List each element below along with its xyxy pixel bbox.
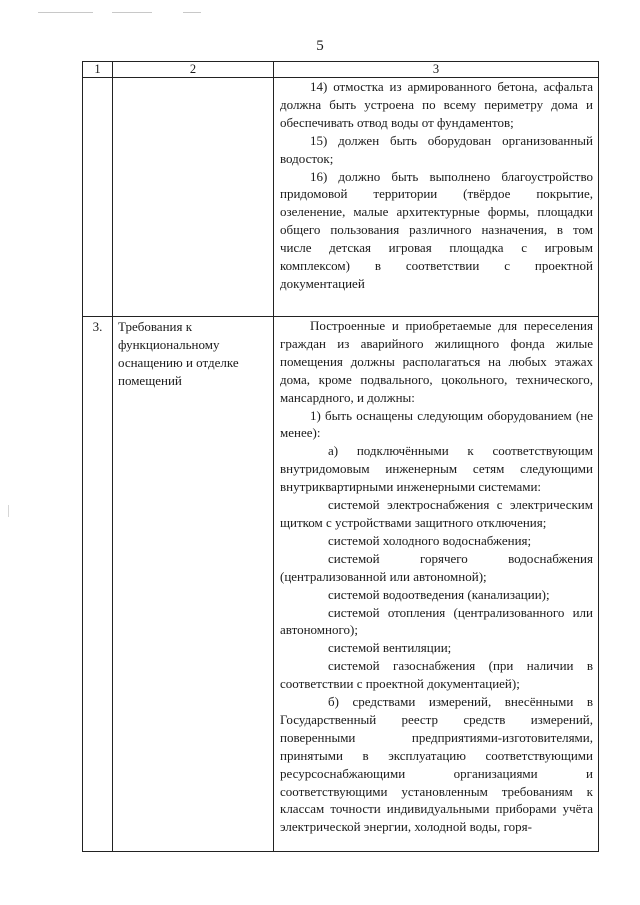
- item-15: 15) должен быть оборудован организованный водосток;: [280, 132, 593, 166]
- row-number-cell: [83, 78, 113, 317]
- column-header-1: 1: [83, 62, 113, 78]
- row-text-cell: [274, 317, 599, 852]
- scan-mark-top-left: [38, 12, 93, 13]
- system-item: системой отопления (централизованного или автономного);: [280, 604, 593, 638]
- system-item: системой холодного водоснабжения;: [328, 532, 532, 548]
- row-name-cell: Требования к функциональному оснащению и отделке помещений: [113, 317, 274, 852]
- system-item: системой водоотведения (канализации);: [328, 586, 550, 602]
- scan-mark-left-margin: [8, 505, 9, 517]
- item-b: б) средствами измерений, внесёнными в Государственный реестр средств измерений, поверенными предприятиями-изготовителями, принятыми в эксплуатацию соответствующими ресурсоснабжающими организациями и соответствующими установленным требованиям к классам точности индивидуальными приборами учёта электрической энергии, холодной воды, горя-: [280, 694, 593, 835]
- table-row-continued: [83, 78, 599, 317]
- intro-paragraph: Построенные и приобретаемые для переселения граждан из аварийного жилищного фонда жилые помещения должны располагаться на любых этажах дома, кроме подвального, цокольного, технического, мансардного, и должны:: [280, 318, 593, 405]
- column-header-3: 3: [274, 62, 599, 78]
- item-a: а) подключёнными к соответствующим внутридомовым инженерным сетям следующими внутриквартирными инженерными системами:: [280, 443, 593, 495]
- item-1: 1) быть оснащены следующим оборудованием (не менее):: [280, 407, 593, 441]
- system-item: системой газоснабжения (при наличии в соответствии с проектной документацией);: [280, 658, 593, 692]
- row-text-cell: [274, 78, 599, 317]
- scan-mark-top-center: [112, 12, 152, 13]
- system-item: системой электроснабжения с электрическим щитком с устройствами защитного отключения;: [280, 497, 593, 530]
- table-header-row: [83, 62, 599, 78]
- system-item: системой горячего водоснабжения (централизованной или автономной);: [280, 550, 593, 584]
- row-name-cell: [113, 78, 274, 317]
- item-14: 14) отмостка из армированного бетона, асфальта должна быть устроена по всему периметру дома и обеспечивать отвод воды от фундаментов;: [280, 79, 593, 130]
- row-number-cell: 3.: [83, 317, 113, 852]
- page-number: 5: [316, 38, 324, 54]
- table-row-3: [83, 317, 599, 852]
- scan-mark-top-right: [183, 12, 201, 13]
- column-header-2: 2: [113, 62, 274, 78]
- system-item: системой вентиляции;: [328, 640, 452, 656]
- requirements-table: [82, 61, 599, 852]
- item-16: 16) должно быть выполнено благоустройство придомовой территории (твёрдое покрытие, озеленение, малые архитектурные формы, площадки общего пользования различного назначения, в том числе детская игровая площадка с игровым комплексом) в соответствии с проектной документацией: [280, 168, 593, 291]
